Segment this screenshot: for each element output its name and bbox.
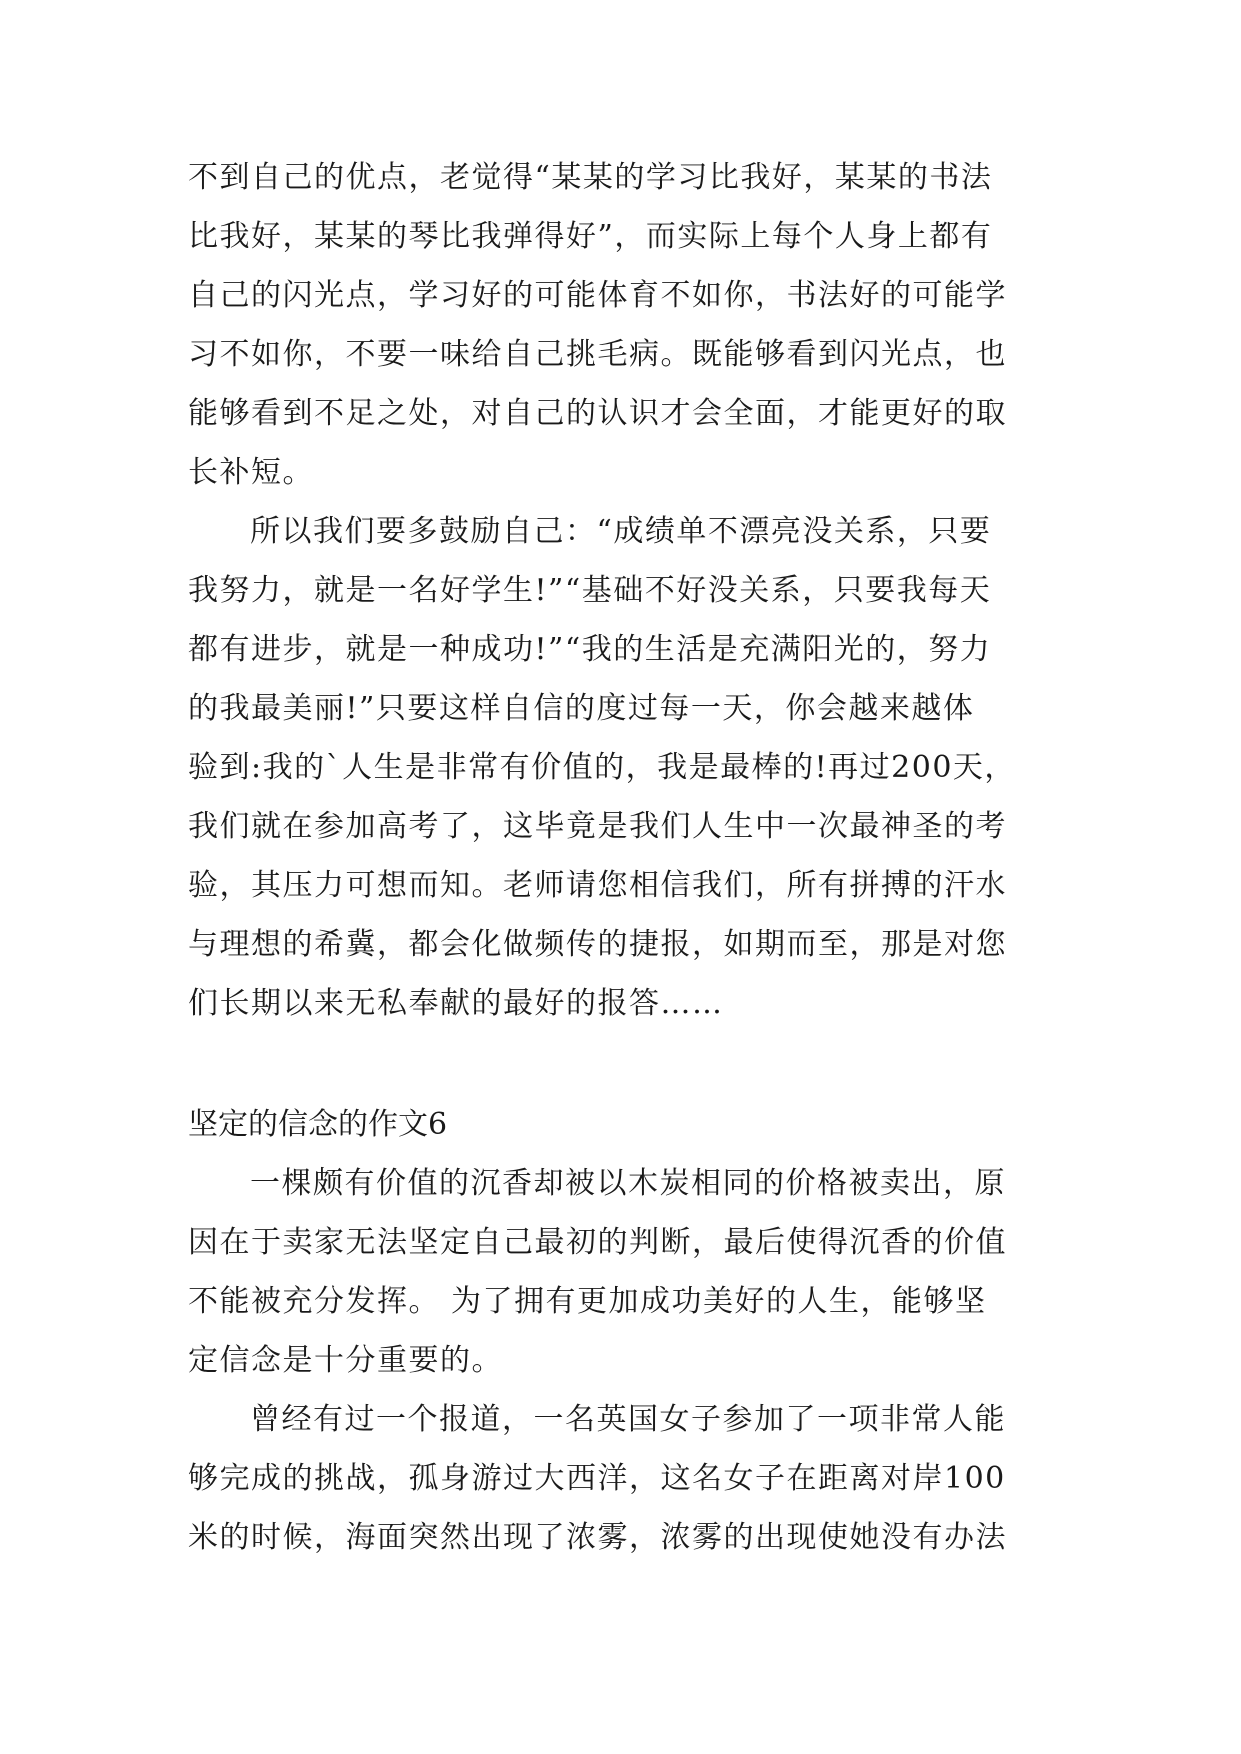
- text-line: 我们就在参加高考了，这毕竟是我们人生中一次最神圣的考: [188, 809, 1007, 844]
- text-line: 够完成的挑战，孤身游过大西洋，这名女子在距离对岸100: [188, 1461, 1006, 1496]
- text-line: 验到:我的`人生是非常有价值的，我是最棒的!再过200天，: [188, 750, 1016, 785]
- section-heading: 坚定的信念的作文6: [188, 1107, 448, 1142]
- section-gap: [188, 1033, 1053, 1095]
- text-line: 曾经有过一个报道，一名英国女子参加了一项非常人能: [250, 1402, 1006, 1437]
- paragraph-1: [188, 148, 1053, 502]
- text-line: 长补短。: [188, 455, 314, 490]
- paragraph-2: [188, 502, 1053, 1033]
- text-line: 不能被充分发挥。 为了拥有更加成功美好的人生，能够坚: [188, 1284, 987, 1319]
- text-line: 定信念是十分重要的。: [188, 1343, 503, 1378]
- text-line: 我努力，就是一名好学生!”“基础不好没关系，只要我每天: [188, 573, 992, 608]
- text-line: 自己的闪光点，学习好的可能体育不如你，书法好的可能学: [188, 278, 1007, 313]
- text-line: 的我最美丽!”只要这样自信的度过每一天，你会越来越体: [188, 691, 975, 726]
- text-line: 因在于卖家无法坚定自己最初的判断，最后使得沉香的价值: [188, 1225, 1007, 1260]
- text-line: 米的时候，海面突然出现了浓雾，浓雾的出现使她没有办法: [188, 1520, 1007, 1555]
- text-line: 都有进步，就是一种成功!”“我的生活是充满阳光的，努力: [188, 632, 992, 667]
- text-line: 比我好，某某的琴比我弹得好”，而实际上每个人身上都有: [188, 219, 993, 254]
- paragraph-4: [188, 1390, 1053, 1567]
- text-line: 一棵颇有价值的沉香却被以木炭相同的价格被卖出，原: [250, 1166, 1006, 1201]
- document-body: [188, 148, 1053, 1567]
- text-line: 所以我们要多鼓励自己：“成绩单不漂亮没关系，只要: [250, 514, 992, 549]
- text-line: 们长期以来无私奉献的最好的报答……: [188, 986, 724, 1021]
- text-line: 不到自己的优点，老觉得“某某的学习比我好，某某的书法: [188, 160, 993, 195]
- text-line: 验，其压力可想而知。老师请您相信我们，所有拼搏的汗水: [188, 868, 1007, 903]
- text-line: 习不如你，不要一味给自己挑毛病。既能够看到闪光点，也: [188, 337, 1007, 372]
- text-line: 与理想的希冀，都会化做频传的捷报，如期而至，那是对您: [188, 927, 1007, 962]
- paragraph-3: [188, 1154, 1053, 1390]
- text-line: 能够看到不足之处，对自己的认识才会全面，才能更好的取: [188, 396, 1007, 431]
